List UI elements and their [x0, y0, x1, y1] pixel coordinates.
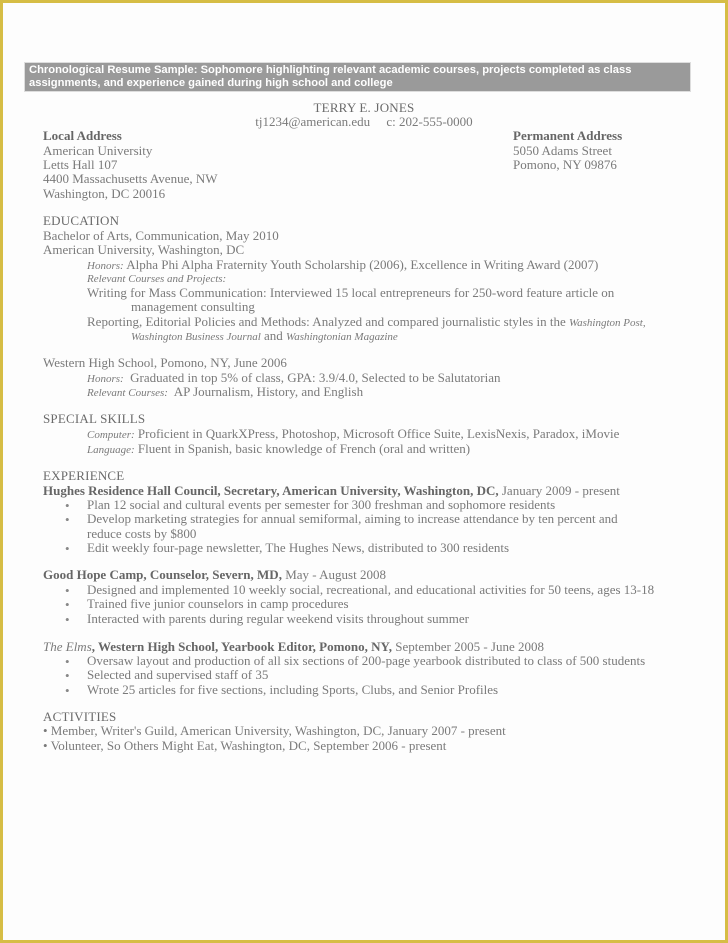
address-line: American University — [43, 143, 153, 158]
job-title-line — [43, 640, 544, 654]
courses-label: Relevant Courses and Projects: — [87, 273, 227, 285]
experience-heading: EXPERIENCE — [43, 468, 125, 483]
honors-text: Alpha Phi Alpha Fraternity Youth Scholarship (2006), Excellence in Writing Award (2007) — [123, 257, 599, 272]
hs-honors-label: Honors: — [87, 373, 124, 385]
bullet: • — [65, 583, 70, 598]
high-school: Western High School, Pomono, NY, June 2006 — [43, 355, 287, 370]
job-dates: September 2005 - June 2008 — [392, 639, 545, 654]
bullet: • — [65, 654, 70, 669]
job-title: Hughes Residence Hall Council, Secretary, American University, Washington, DC, — [43, 483, 499, 498]
activities-heading: ACTIVITIES — [43, 709, 117, 724]
candidate-name: TERRY E. JONES — [313, 100, 415, 115]
course-text: Reporting, Editorial Policies and Methods: Analyzed and compared journalistic styles in the — [87, 314, 569, 329]
course-line — [87, 315, 646, 330]
job-dates: January 2009 - present — [498, 483, 620, 498]
job-title-line — [43, 484, 620, 498]
bullet: • — [65, 498, 70, 513]
job-bullet: Trained five junior counselors in camp procedures — [87, 596, 349, 611]
resume-page — [3, 3, 725, 940]
job-bullet: Interacted with parents during regular weekend visits throughout summer — [87, 611, 469, 626]
skills-heading: SPECIAL SKILLS — [43, 411, 146, 426]
job-dates: May - August 2008 — [281, 567, 386, 582]
course-line: Writing for Mass Communication: Interviewed 15 local entrepreneurs for 250-word feature article on — [87, 285, 615, 300]
sample-banner — [24, 62, 691, 92]
conjunction: and — [260, 328, 287, 343]
address-line: 4400 Massachusetts Avenue, NW — [43, 171, 218, 186]
activity-item: • Volunteer, So Others Might Eat, Washington, DC, September 2006 - present — [43, 738, 447, 753]
permanent-address-label: Permanent Address — [513, 128, 623, 143]
job-bullet: Wrote 25 articles for five sections, including Sports, Clubs, and Senior Profiles — [87, 682, 499, 697]
bullet: • — [65, 683, 70, 698]
computer-text: Proficient in QuarkXPress, Photoshop, Microsoft Office Suite, LexisNexis, Paradox, iMovie — [134, 426, 620, 441]
honors-label: Honors: — [87, 260, 124, 272]
language-skills — [87, 442, 470, 457]
job-bullet: Oversaw layout and production of all six sections of 200-page yearbook distributed to class of 500 students — [87, 653, 646, 668]
course-line — [131, 329, 398, 344]
hs-courses-text: AP Journalism, History, and English — [167, 384, 364, 399]
banner-title: Chronological Resume Sample: — [29, 64, 198, 76]
degree: Bachelor of Arts, Communication, May 2010 — [43, 228, 279, 243]
school: American University, Washington, DC — [43, 242, 245, 257]
address-line: Letts Hall 107 — [43, 157, 118, 172]
job-bullet: Selected and supervised staff of 35 — [87, 667, 269, 682]
address-line: Pomono, NY 09876 — [513, 157, 617, 172]
local-address-label: Local Address — [43, 128, 122, 143]
job-bullet: Develop marketing strategies for annual semiformal, aiming to increase attendance by ten percent and — [87, 511, 618, 526]
address-line: Washington, DC 20016 — [43, 186, 166, 201]
job-bullet: Edit weekly four-page newsletter, The Hughes News, distributed to 300 residents — [87, 540, 510, 555]
address-line: 5050 Adams Street — [513, 143, 612, 158]
bullet: • — [65, 541, 70, 556]
banner-text: Sophomore highlighting relevant academic courses, projects completed as class assignments, and experience gained during high school and college — [29, 64, 632, 89]
contact-line: tj1234@american.edu c: 202-555-0000 — [255, 114, 473, 129]
publication-name: The Elms — [43, 639, 92, 654]
job-bullet: Designed and implemented 10 weekly social, recreational, and educational activities for 50 teens, ages 13-18 — [87, 582, 655, 597]
bullet: • — [65, 612, 70, 627]
bullet: • — [65, 512, 70, 527]
bullet: • — [65, 668, 70, 683]
hs-honors-text: Graduated in top 5% of class, GPA: 3.9/4.0, Selected to be Salutatorian — [123, 370, 501, 385]
computer-label: Computer: — [87, 429, 135, 441]
language-label: Language: — [87, 444, 135, 456]
activity-item: • Member, Writer's Guild, American University, Washington, DC, January 2007 - present — [43, 723, 506, 738]
honors-line — [87, 258, 598, 273]
job-title-line — [43, 568, 386, 582]
course-line: management consulting — [131, 299, 255, 314]
job-bullet: Plan 12 social and cultural events per semester for 300 freshman and sophomore residents — [87, 497, 556, 512]
hs-courses-line — [87, 385, 363, 400]
computer-skills — [87, 427, 619, 442]
publication: Washington Post, — [568, 317, 646, 329]
hs-courses-label: Relevant Courses: — [87, 387, 168, 399]
job-title: Good Hope Camp, Counselor, Severn, MD, — [43, 567, 282, 582]
bullet: • — [65, 597, 70, 612]
job-bullet-cont: reduce costs by $800 — [87, 526, 197, 541]
job-title: , Western High School, Yearbook Editor, Pomono, NY, — [91, 639, 392, 654]
publication: Washington Business Journal — [131, 331, 261, 343]
publication: Washingtonian Magazine — [286, 331, 398, 343]
education-heading: EDUCATION — [43, 213, 120, 228]
language-text: Fluent in Spanish, basic knowledge of French (oral and written) — [134, 441, 471, 456]
